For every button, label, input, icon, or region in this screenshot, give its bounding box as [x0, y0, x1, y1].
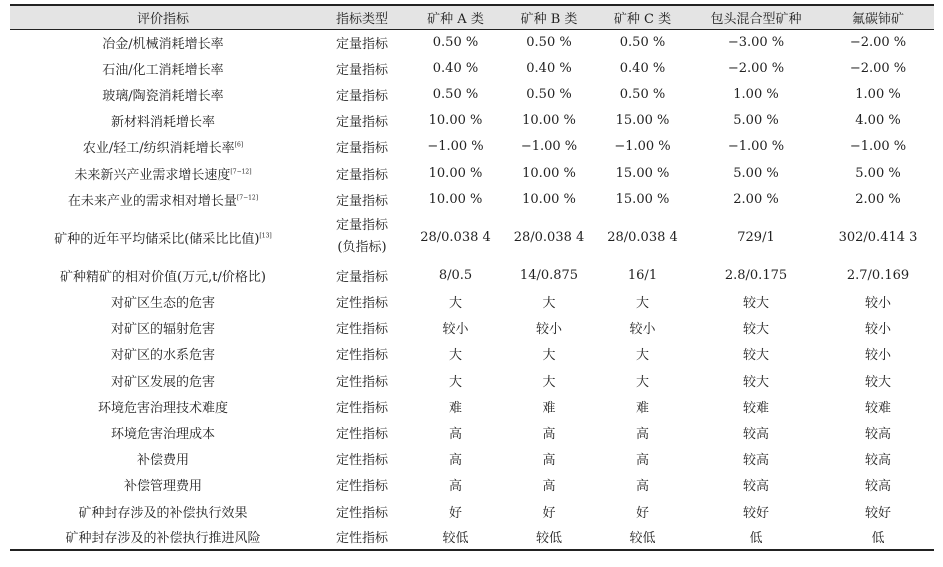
- value-mineral-c: 好: [635, 505, 649, 521]
- indicator-name: 对矿区的水系危害: [110, 348, 215, 364]
- value-mineral-b: 0.50 %: [526, 34, 572, 50]
- indicator-name: 对矿区生态的危害: [110, 296, 215, 312]
- indicator-name: 农业/轻工/纺织消耗增长率: [82, 141, 235, 157]
- value-baotou-mixed: 较高: [742, 453, 769, 469]
- value-baotou-mixed: 较大: [742, 374, 769, 390]
- value-mineral-c: 大: [635, 348, 649, 364]
- value-baotou-mixed: 较难: [742, 400, 769, 416]
- value-baotou-mixed: 较大: [742, 322, 769, 338]
- indicator-name: 矿种封存涉及的补偿执行推进风险: [65, 531, 261, 547]
- value-baotou-mixed: 5.00 %: [733, 113, 779, 129]
- indicator-type-cell: [316, 29, 408, 55]
- indicator-type: 定量指标: [335, 218, 388, 234]
- value-mineral-c: 15.00 %: [615, 113, 670, 129]
- value-mineral-a: 较低: [408, 524, 503, 550]
- value-mineral-b: 10.00 %: [522, 113, 576, 129]
- value-bastnaesite: −2.00 %: [849, 34, 907, 50]
- value-bastnaesite: 较高: [864, 427, 891, 443]
- table-row: [10, 29, 934, 55]
- indicator-type: 定量指标: [335, 62, 388, 78]
- value-mineral-a: 0.50 %: [432, 86, 479, 102]
- indicator-type-cell: [316, 315, 408, 341]
- indicator-name: 石油/化工消耗增长率: [102, 62, 224, 78]
- value-baotou-mixed: 较大: [742, 296, 769, 312]
- value-mineral-c: 高: [635, 479, 649, 495]
- indicator-type: 定性指标: [335, 400, 388, 416]
- header-bastnaesite: 氟碳铈矿: [822, 5, 934, 29]
- table-row: [10, 393, 934, 419]
- indicator-name: 矿种的近年平均储采比(储采比比值): [54, 231, 260, 247]
- indicator-name: 环境危害治理技术难度: [97, 400, 228, 416]
- value-bastnaesite: 较难: [864, 400, 891, 416]
- indicator-cell: [10, 186, 316, 212]
- value-mineral-c: 28/0.038 4: [607, 229, 678, 245]
- indicator-cell: [10, 55, 316, 81]
- indicator-cell: [10, 212, 316, 262]
- value-mineral-b: 高: [542, 479, 556, 495]
- indicator-type: 定量指标: [335, 141, 388, 157]
- indicator-type-cell: [316, 524, 408, 550]
- indicator-cell: [10, 419, 316, 445]
- value-bastnaesite: 1.00 %: [855, 86, 901, 102]
- indicator-cell: [10, 524, 316, 550]
- value-bastnaesite: 较小: [864, 322, 891, 338]
- value-mineral-c: 15.00 %: [615, 191, 670, 207]
- value-mineral-b: 28/0.038 4: [513, 229, 585, 245]
- table-body: [10, 29, 934, 550]
- indicator-cell: [10, 81, 316, 107]
- value-mineral-b: 10.00 %: [522, 191, 576, 207]
- table-row: [10, 160, 934, 186]
- evaluation-indicator-table: [10, 4, 934, 551]
- indicator-type: 定性指标: [335, 505, 388, 521]
- indicator-cell: [10, 262, 316, 288]
- value-bastnaesite: 较小: [864, 348, 891, 364]
- value-mineral-a: 10.00 %: [428, 113, 483, 129]
- table-row: [10, 55, 934, 81]
- table-row: [10, 341, 934, 367]
- value-mineral-c: −1.00 %: [614, 139, 671, 155]
- value-mineral-b: 大: [542, 296, 556, 312]
- value-bastnaesite: 低: [822, 524, 934, 550]
- indicator-type: 定量指标: [335, 88, 388, 104]
- value-mineral-c: 16/1: [627, 267, 658, 283]
- value-bastnaesite: 302/0.414 3: [838, 229, 918, 245]
- table-row: [10, 498, 934, 524]
- header-baotou-mixed: 包头混合型矿种: [690, 5, 822, 29]
- table-row: [10, 315, 934, 341]
- value-mineral-c: 较小: [629, 322, 656, 338]
- indicator-type-cell: [316, 498, 408, 524]
- table-row: [10, 262, 934, 288]
- indicator-type: (负指标): [337, 240, 387, 256]
- value-mineral-a: 高: [448, 479, 462, 495]
- value-mineral-b: 难: [542, 400, 556, 416]
- indicator-type-cell: [316, 186, 408, 212]
- reference-citation: [7−12]: [230, 168, 252, 176]
- table-row: [10, 524, 934, 550]
- value-mineral-a: 好: [448, 505, 462, 521]
- value-mineral-b: 好: [542, 505, 556, 521]
- value-baotou-mixed: 较好: [742, 505, 769, 521]
- indicator-type: 定性指标: [335, 296, 388, 312]
- indicator-type-cell: [316, 393, 408, 419]
- indicator-name: 补偿费用: [136, 453, 189, 469]
- value-mineral-a: 高: [448, 427, 462, 443]
- indicator-type: 定量指标: [335, 36, 388, 52]
- indicator-name: 新材料消耗增长率: [110, 115, 215, 131]
- indicator-name: 环境危害治理成本: [110, 427, 215, 443]
- table-row: [10, 81, 934, 107]
- indicator-cell: [10, 160, 316, 186]
- value-mineral-a: 10.00 %: [428, 191, 483, 207]
- value-mineral-b: 大: [542, 348, 556, 364]
- indicator-type: 定性指标: [335, 531, 388, 547]
- value-mineral-b: 10.00 %: [522, 165, 576, 181]
- indicator-type-cell: [316, 367, 408, 393]
- value-mineral-a: 较小: [442, 322, 469, 338]
- value-mineral-a: 28/0.038 4: [420, 229, 491, 245]
- table-row: [10, 289, 934, 315]
- indicator-cell: [10, 472, 316, 498]
- reference-citation: [6]: [234, 142, 244, 150]
- value-mineral-a: 难: [448, 400, 462, 416]
- indicator-cell: [10, 315, 316, 341]
- value-baotou-mixed: −2.00 %: [727, 60, 785, 76]
- value-mineral-c: 大: [635, 374, 649, 390]
- indicator-name: 对矿区发展的危害: [110, 374, 215, 390]
- value-bastnaesite: 5.00 %: [855, 165, 901, 181]
- value-bastnaesite: 4.00 %: [855, 113, 901, 129]
- indicator-type-cell: [316, 289, 408, 315]
- value-bastnaesite: 较高: [864, 453, 891, 469]
- value-mineral-c: 0.50 %: [619, 34, 666, 50]
- value-mineral-b: 较低: [503, 524, 595, 550]
- value-baotou-mixed: −3.00 %: [727, 34, 785, 50]
- indicator-name: 玻璃/陶瓷消耗增长率: [102, 88, 224, 104]
- value-mineral-b: 0.40 %: [526, 60, 572, 76]
- header-indicator: 评价指标: [10, 5, 316, 29]
- value-bastnaesite: −1.00 %: [849, 139, 907, 155]
- table-row: [10, 419, 934, 445]
- value-mineral-c: 高: [635, 453, 649, 469]
- indicator-name: 在未来产业的需求相对增长量: [67, 193, 237, 209]
- value-bastnaesite: 较高: [864, 479, 891, 495]
- value-baotou-mixed: 2.00 %: [733, 191, 779, 207]
- table-row: [10, 367, 934, 393]
- value-mineral-a: 8/0.5: [438, 267, 473, 283]
- indicator-type-cell: [316, 212, 408, 262]
- indicator-type-cell: [316, 472, 408, 498]
- indicator-type-cell: [316, 262, 408, 288]
- reference-citation: [7−12]: [236, 194, 259, 202]
- indicator-name: 补偿管理费用: [123, 479, 202, 495]
- indicator-type: 定性指标: [335, 348, 388, 364]
- header-indicator-type: 指标类型: [316, 5, 408, 29]
- table-row: [10, 134, 934, 160]
- indicator-name: 冶金/机械消耗增长率: [102, 36, 224, 52]
- table-row: [10, 472, 934, 498]
- value-mineral-b: 较小: [535, 322, 562, 338]
- value-bastnaesite: 2.00 %: [855, 191, 901, 207]
- indicator-type-cell: [316, 134, 408, 160]
- value-mineral-a: 大: [448, 348, 462, 364]
- indicator-name: 矿种精矿的相对价值(万元,t/价格比): [60, 269, 266, 285]
- value-mineral-a: −1.00 %: [427, 139, 484, 155]
- value-baotou-mixed: −1.00 %: [727, 139, 785, 155]
- value-baotou-mixed: 较高: [742, 427, 769, 443]
- indicator-name: 对矿区的辐射危害: [110, 322, 215, 338]
- value-baotou-mixed: 较高: [742, 479, 769, 495]
- value-mineral-a: 0.40 %: [432, 60, 479, 76]
- header-mineral-b: 矿种 B 类: [503, 5, 595, 29]
- value-mineral-c: 难: [635, 400, 649, 416]
- value-mineral-b: 高: [542, 453, 556, 469]
- table-row: [10, 186, 934, 212]
- indicator-cell: [10, 134, 316, 160]
- indicator-cell: [10, 393, 316, 419]
- value-bastnaesite: 较大: [864, 374, 891, 390]
- header-mineral-c: 矿种 C 类: [595, 5, 690, 29]
- value-baotou-mixed: 2.8/0.175: [724, 267, 788, 283]
- value-bastnaesite: 较小: [864, 296, 891, 312]
- value-mineral-b: 0.50 %: [526, 86, 572, 102]
- table-header-row: [10, 5, 934, 29]
- value-bastnaesite: −2.00 %: [849, 60, 907, 76]
- evaluation-table-container: [10, 4, 934, 551]
- value-bastnaesite: 较好: [864, 505, 891, 521]
- indicator-cell: [10, 367, 316, 393]
- indicator-type-cell: [316, 81, 408, 107]
- value-mineral-b: 高: [542, 427, 556, 443]
- indicator-type-cell: [316, 108, 408, 134]
- indicator-cell: [10, 446, 316, 472]
- value-baotou-mixed: 1.00 %: [733, 86, 779, 102]
- table-row: [10, 212, 934, 262]
- indicator-type-cell: [316, 341, 408, 367]
- value-baotou-mixed: 729/1: [737, 229, 775, 245]
- indicator-type: 定量指标: [335, 269, 388, 285]
- value-mineral-a: 0.50 %: [432, 34, 479, 50]
- indicator-cell: [10, 341, 316, 367]
- table-row: [10, 108, 934, 134]
- value-mineral-c: 高: [635, 427, 649, 443]
- indicator-type: 定量指标: [335, 167, 388, 183]
- indicator-name: 矿种封存涉及的补偿执行效果: [78, 505, 248, 521]
- indicator-type: 定量指标: [335, 115, 388, 131]
- value-mineral-a: 大: [448, 296, 462, 312]
- indicator-type-cell: [316, 55, 408, 81]
- value-bastnaesite: 2.7/0.169: [846, 267, 910, 283]
- indicator-type-cell: [316, 446, 408, 472]
- indicator-cell: [10, 289, 316, 315]
- value-mineral-c: 较低: [595, 524, 690, 550]
- value-mineral-c: 0.40 %: [619, 60, 666, 76]
- value-mineral-a: 大: [448, 374, 462, 390]
- value-mineral-a: 高: [448, 453, 462, 469]
- value-mineral-b: 14/0.875: [519, 267, 579, 283]
- value-mineral-b: 大: [542, 374, 556, 390]
- reference-citation: [13]: [259, 232, 272, 240]
- value-baotou-mixed: 较大: [742, 348, 769, 364]
- value-baotou-mixed: 低: [690, 524, 822, 550]
- value-mineral-c: 0.50 %: [619, 86, 666, 102]
- indicator-type: 定性指标: [335, 427, 388, 443]
- indicator-type: 定量指标: [335, 193, 388, 209]
- indicator-type: 定性指标: [335, 322, 388, 338]
- indicator-name: 未来新兴产业需求增长速度: [74, 167, 231, 183]
- value-mineral-c: 大: [635, 296, 649, 312]
- indicator-cell: [10, 498, 316, 524]
- value-mineral-b: −1.00 %: [520, 139, 578, 155]
- indicator-cell: [10, 108, 316, 134]
- indicator-cell: [10, 29, 316, 55]
- indicator-type: 定性指标: [335, 479, 388, 495]
- header-mineral-a: 矿种 A 类: [408, 5, 503, 29]
- value-mineral-a: 10.00 %: [428, 165, 483, 181]
- table-row: [10, 446, 934, 472]
- value-mineral-c: 15.00 %: [615, 165, 670, 181]
- value-baotou-mixed: 5.00 %: [733, 165, 779, 181]
- indicator-type-cell: [316, 160, 408, 186]
- indicator-type-cell: [316, 419, 408, 445]
- indicator-type: 定性指标: [335, 453, 388, 469]
- indicator-type: 定性指标: [335, 374, 388, 390]
